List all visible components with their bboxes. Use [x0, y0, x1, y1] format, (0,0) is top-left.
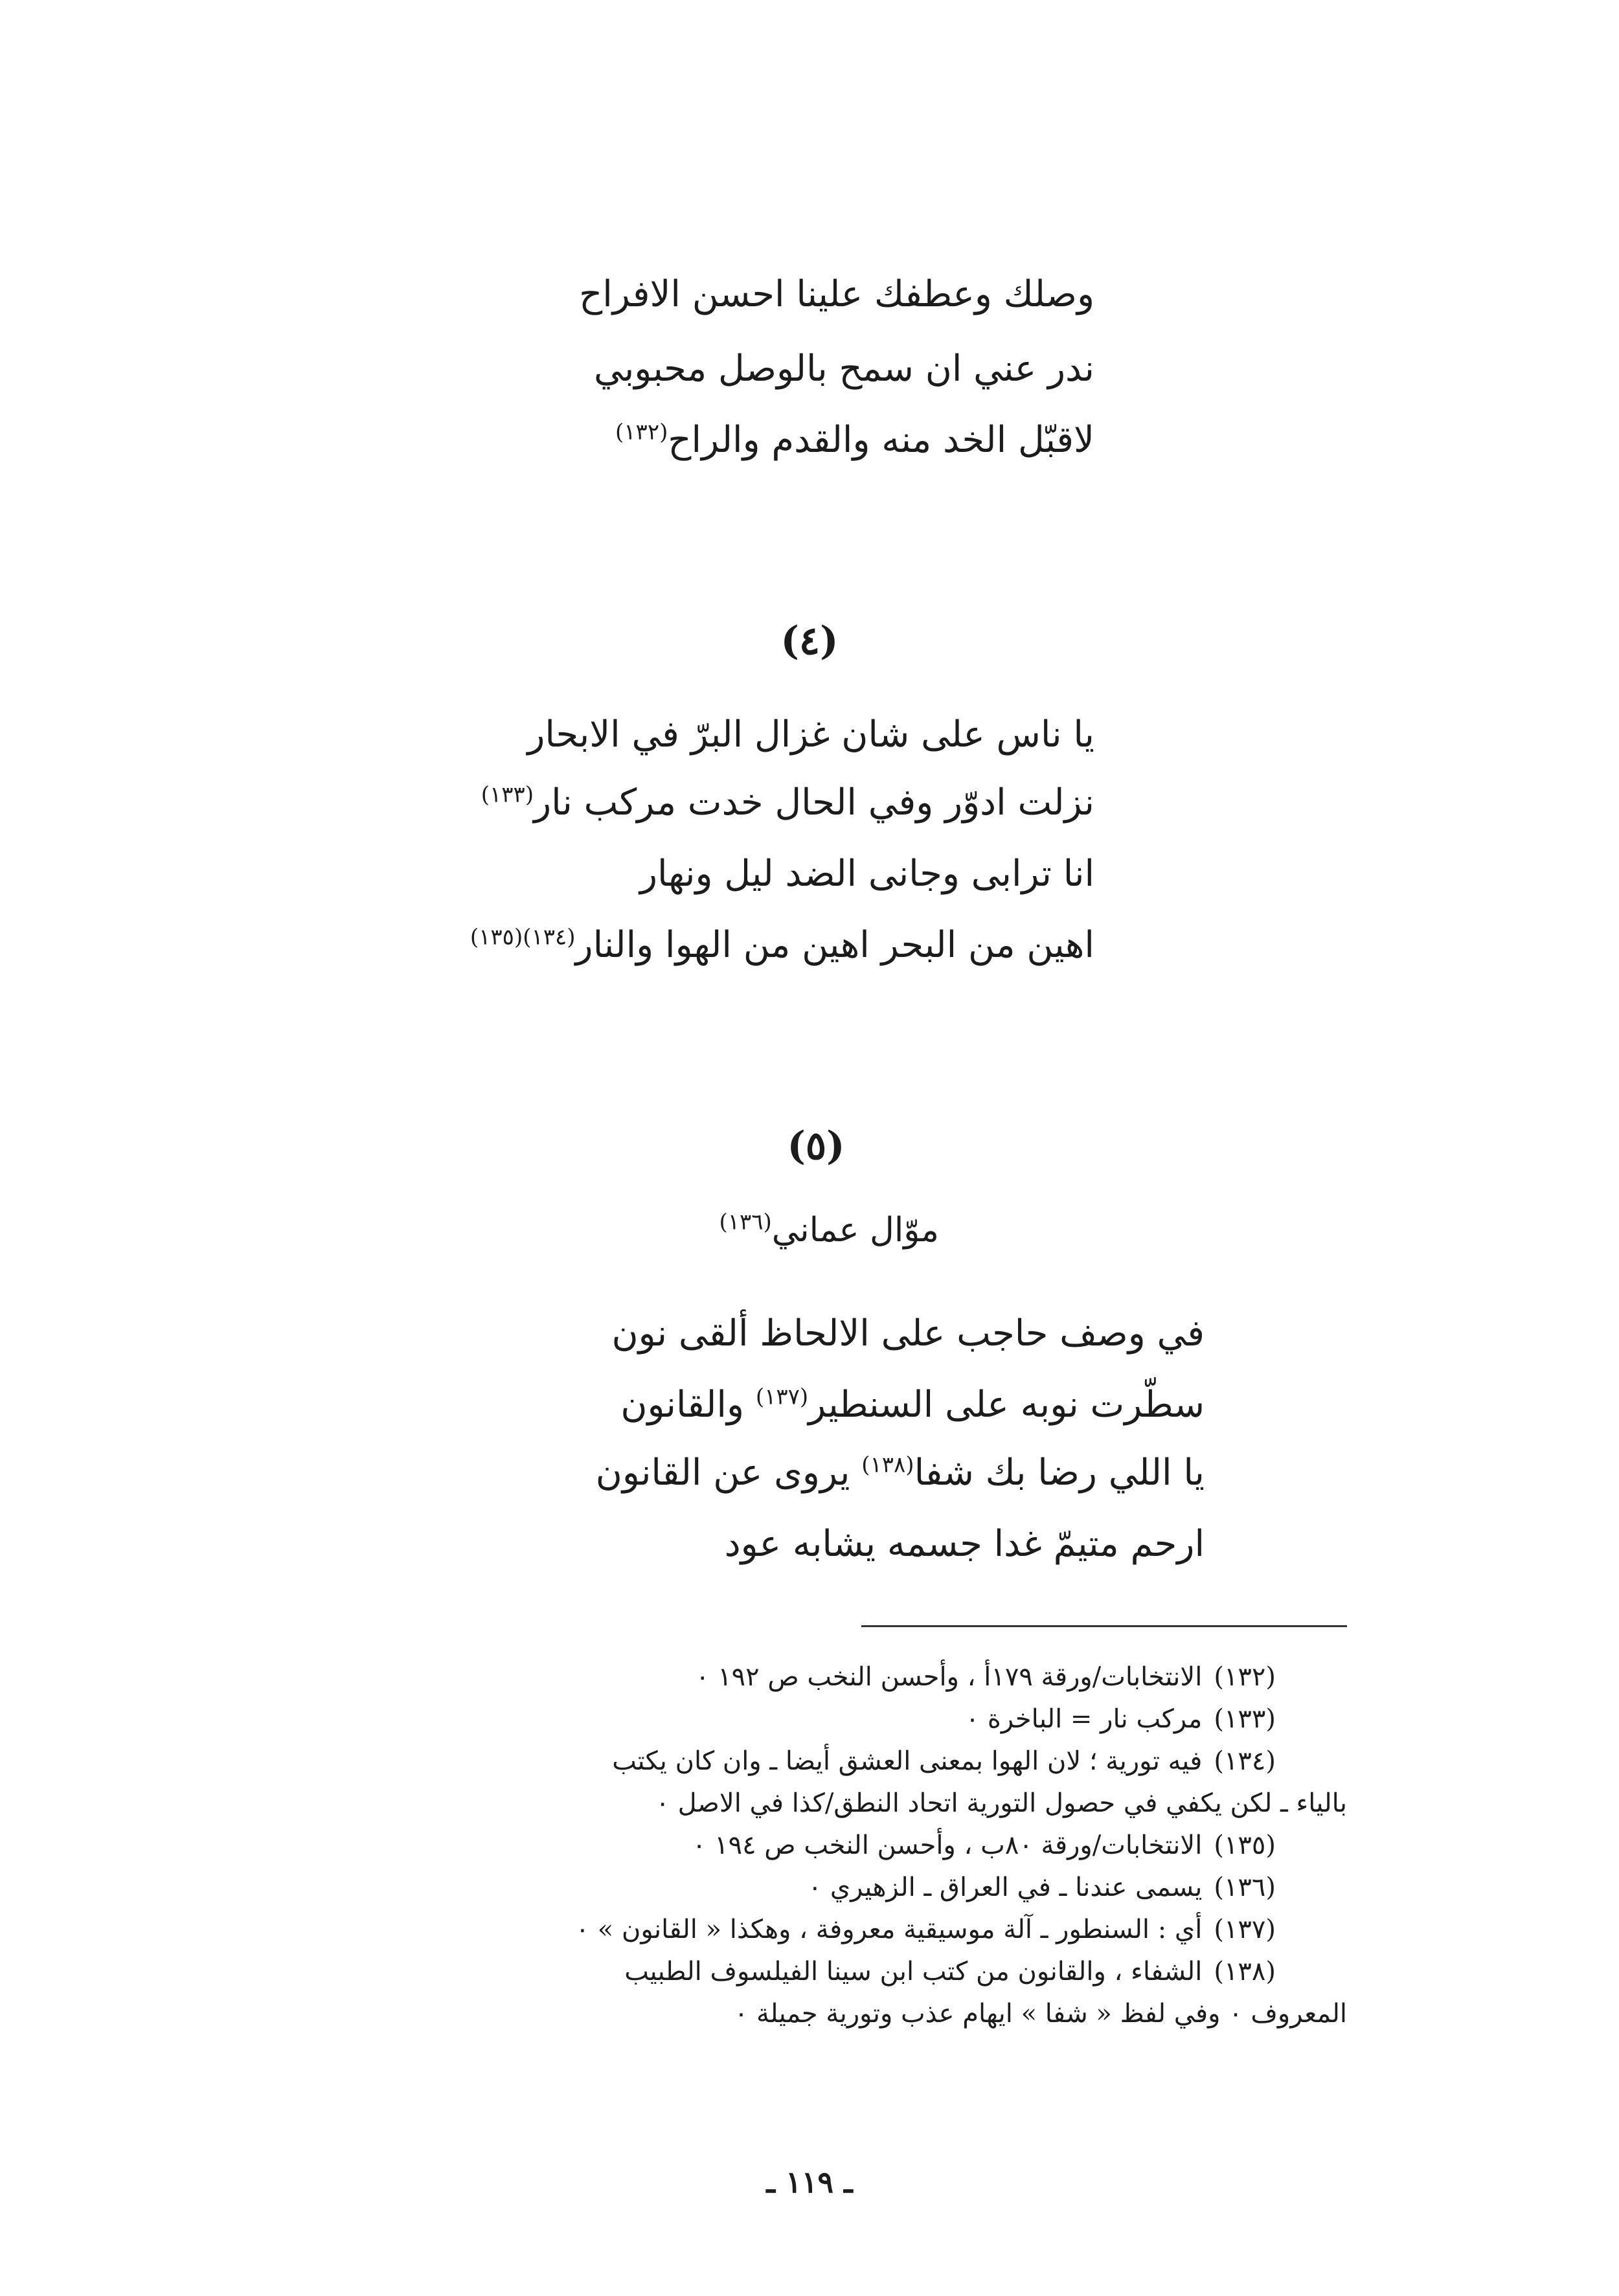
section-4-line-3-text: انا ترابى وجانى الضد ليل ونهار [640, 853, 1094, 895]
footnote-ref-137: (١٣٧) [755, 1384, 809, 1410]
section-4-line-2-text: نزلت ادوّر وفي الحال خدت مركب نار [534, 782, 1094, 824]
footnote-number: (١٣٣) [1214, 1704, 1276, 1734]
footnote-138 [624, 1952, 1276, 1991]
footnote-text: مركب نار = الباخرة ٠ [965, 1704, 1203, 1734]
footnote-136 [808, 1868, 1276, 1907]
footnote-number: (١٣٥) [1214, 1830, 1276, 1860]
footnote-number: (١٣٨) [1214, 1957, 1276, 1986]
poem-1-line-2 [594, 343, 1094, 395]
section-5-number: (٥) [787, 1123, 845, 1169]
section-4-line-4 [470, 919, 1094, 971]
footnote-135 [692, 1826, 1276, 1865]
footnote-text: يسمى عندنا ـ في العراق ـ الزهيري ٠ [808, 1873, 1203, 1902]
section-5-line-3-text: يا اللي رضا بك شفا [914, 1452, 1205, 1494]
section-4-line-1-text: يا ناس على شان غزال البرّ في الابحار [527, 714, 1094, 756]
footnote-number: (١٣٧) [1214, 1915, 1276, 1944]
footnote-text: أي : السنطور ـ آلة موسيقية معروفة ، وهكذا « القانون » ٠ [575, 1915, 1203, 1944]
section-5-line-3-rest: يروى عن القانون [595, 1452, 862, 1494]
footnote-text: الانتخابات/ورقة ٨٠ب ، وأحسن النخب ص ١٩٤ ٠ [692, 1830, 1203, 1860]
footnote-134-continued [655, 1784, 1347, 1823]
footnote-132 [696, 1658, 1276, 1696]
section-5-line-2-text: سطّرت نوبه على السنطير [808, 1384, 1205, 1426]
section-5-line-4-text: ارحم متيمّ غدا جسمه يشابه عود [724, 1523, 1205, 1565]
section-5-line-1 [611, 1308, 1205, 1360]
footnote-134 [612, 1742, 1276, 1781]
footnote-number: (١٣٤) [1214, 1746, 1276, 1776]
footnote-number: (١٣٢) [1214, 1662, 1276, 1692]
section-4-line-1 [527, 709, 1094, 761]
footnote-133 [966, 1700, 1276, 1739]
footnote-text: الشفاء ، والقانون من كتب ابن سينا الفيلسوف الطبيب [624, 1957, 1203, 1986]
footnote-138-continued [734, 1994, 1347, 2033]
section-5-subtitle-text: موّال عماني [771, 1211, 939, 1250]
section-4-line-4-text: اهين من البحر اهين من الهوا والنار [575, 924, 1094, 966]
page-number: ـ ١١٩ ـ [766, 2165, 853, 2200]
footnote-137 [576, 1910, 1276, 1949]
section-4-number: (٤) [780, 618, 839, 664]
footnote-text: الانتخابات/ورقة ١٧٩أ ، وأحسن النخب ص ١٩٢ ٠ [695, 1662, 1203, 1692]
section-5-line-2-rest: والقانون [620, 1384, 756, 1426]
poem-1-line-3-text: لاقبّل الخد منه والقدم والراح [668, 419, 1094, 461]
poem-1-line-3 [615, 414, 1094, 466]
footnote-number: (١٣٦) [1214, 1873, 1276, 1902]
footnote-ref-133: (١٣٣) [481, 782, 534, 808]
poem-1-line-2-text: ندر عني ان سمح بالوصل محبوبي [594, 348, 1094, 390]
section-5-line-1-text: في وصف حاجب على الالحاظ ألقى نون [611, 1312, 1205, 1355]
section-5-line-4 [725, 1518, 1205, 1570]
section-4-line-2 [481, 777, 1094, 829]
footnote-text: فيه تورية ؛ لان الهوا بمعنى العشق أيضا ـ وان كان يكتب [612, 1746, 1203, 1776]
footnote-text: المعروف ٠ وفي لفظ « شفا » ايهام عذب وتورية جميلة ٠ [734, 1999, 1347, 2029]
poem-1-line-1-text: وصلك وعطفك علينا احسن الافراح [579, 273, 1094, 315]
footnote-ref-132: (١٣٢) [615, 419, 668, 445]
footnote-separator [861, 1625, 1347, 1627]
section-5-subtitle [719, 1208, 939, 1253]
section-4-line-3 [640, 848, 1094, 900]
section-5-line-2 [620, 1379, 1205, 1431]
footnote-text: بالياء ـ لكن يكفي في حصول التورية اتحاد النطق/كذا في الاصل ٠ [655, 1788, 1347, 1818]
section-5-line-3 [596, 1447, 1205, 1499]
footnote-ref-134-135: (١٣٤)(١٣٥) [470, 924, 576, 951]
footnote-ref-138: (١٣٨) [861, 1452, 914, 1478]
poem-1-line-1 [579, 269, 1094, 321]
footnote-ref-136: (١٣٦) [719, 1209, 772, 1235]
